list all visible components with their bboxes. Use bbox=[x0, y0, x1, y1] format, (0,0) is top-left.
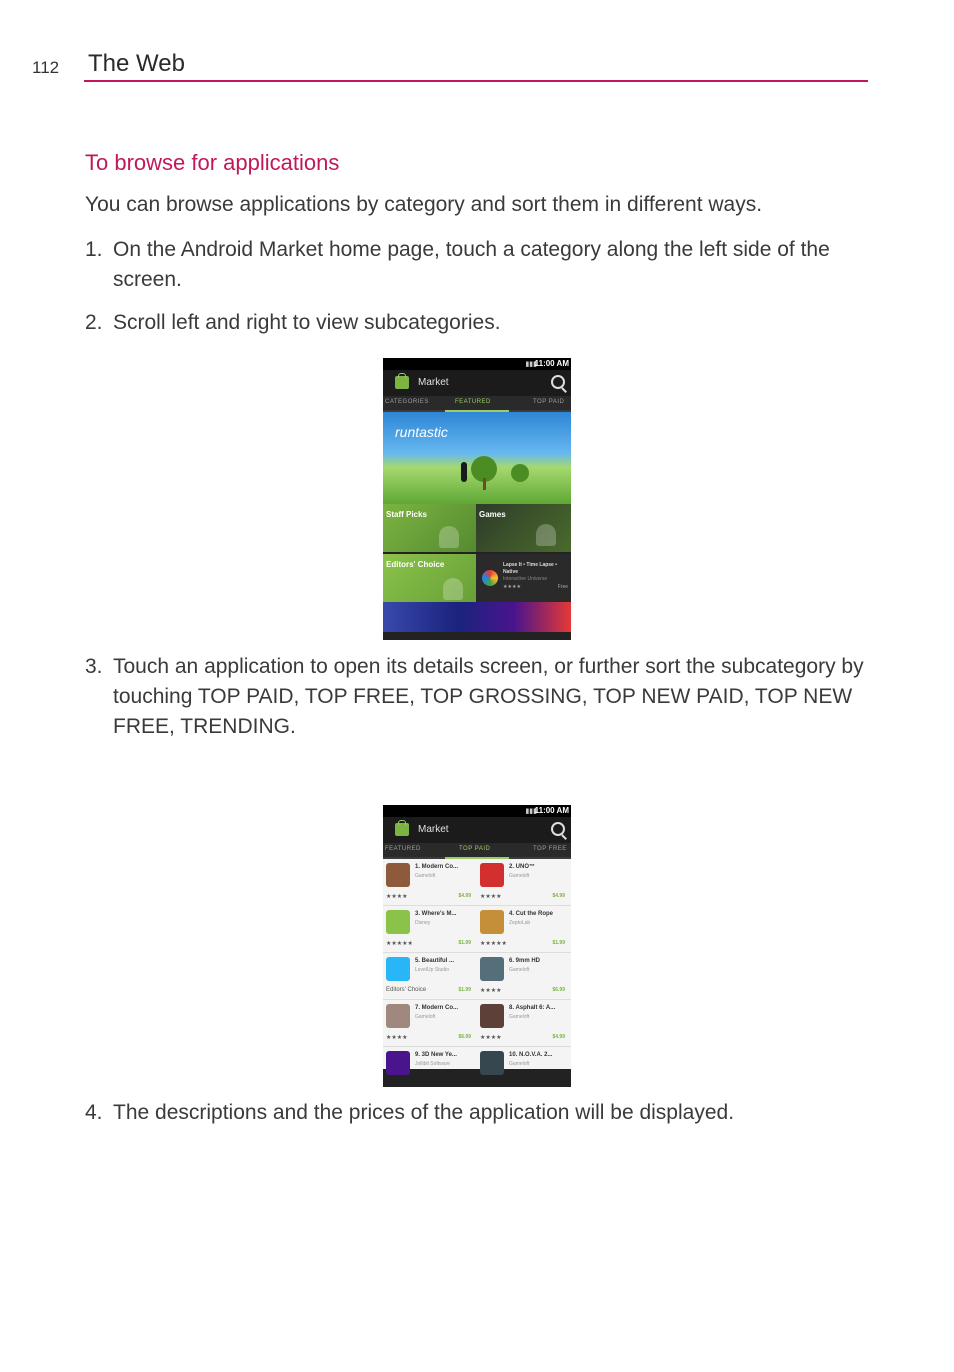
market-title: Market bbox=[418, 377, 449, 388]
app-price: $4.99 bbox=[458, 893, 471, 899]
app-list-item[interactable] bbox=[383, 1000, 477, 1047]
page-header bbox=[32, 50, 868, 84]
app-list-item[interactable] bbox=[477, 1000, 571, 1047]
market-tabs bbox=[383, 396, 571, 412]
tree-shape bbox=[511, 464, 529, 482]
app-name: 8. Asphalt 6: A... bbox=[509, 1005, 556, 1011]
tab-featured[interactable]: FEATURED bbox=[385, 846, 421, 852]
app-name: 1. Modern Co... bbox=[415, 864, 459, 870]
step-text: Scroll left and right to view subcategories. bbox=[113, 311, 501, 334]
signal-icon: ▮▮▮ bbox=[525, 361, 537, 368]
app-icon bbox=[480, 1051, 504, 1075]
section-title: To browse for applications bbox=[85, 150, 340, 175]
runner-figure bbox=[461, 462, 467, 482]
app-rating: ★★★★ bbox=[480, 988, 502, 994]
app-icon bbox=[480, 1004, 504, 1028]
market-featured-screenshot bbox=[383, 358, 571, 640]
app-rating: ★★★★ bbox=[386, 1035, 408, 1041]
app-name: 3. Where's M... bbox=[415, 911, 457, 917]
step-4 bbox=[85, 1098, 875, 1128]
promo-strip[interactable] bbox=[383, 602, 571, 632]
tile-label: Editors' Choice bbox=[386, 560, 445, 569]
status-time: 11:00 AM bbox=[534, 806, 569, 815]
app-price: $1.99 bbox=[552, 940, 565, 946]
step-text: On the Android Market home page, touch a category along the left side of the screen. bbox=[113, 238, 830, 291]
app-name: 5. Beautiful ... bbox=[415, 958, 455, 964]
market-tabs bbox=[383, 843, 571, 859]
app-developer: Jollibit Software bbox=[415, 1061, 451, 1067]
page-number: 112 bbox=[32, 58, 60, 77]
banner-logo: runtastic bbox=[395, 424, 448, 440]
app-list-item[interactable] bbox=[383, 1047, 477, 1087]
app-name: 4. Cut the Rope bbox=[509, 911, 554, 917]
app-developer: Disney bbox=[415, 920, 431, 926]
search-icon[interactable] bbox=[551, 375, 565, 389]
tree-trunk bbox=[483, 478, 486, 490]
lapse-it-dev: Interactive Universe bbox=[503, 576, 548, 582]
search-icon[interactable] bbox=[551, 822, 565, 836]
app-developer: Gameloft bbox=[509, 1014, 530, 1020]
market-app-bar bbox=[383, 370, 571, 396]
app-list-item[interactable] bbox=[383, 859, 477, 906]
step-text: Touch an application to open its details screen, or further sort the subcategory by touching TOP PAID, TOP FREE, TOP GROSSING, TOP NEW PAID, TOP NEW FREE, TRENDING. bbox=[113, 655, 864, 738]
app-price: $6.99 bbox=[552, 987, 565, 993]
intro-paragraph: You can browse applications by category and sort them in different ways. bbox=[85, 193, 763, 216]
app-icon bbox=[480, 863, 504, 887]
tile-label: Staff Picks bbox=[386, 510, 427, 519]
app-list-item[interactable] bbox=[477, 906, 571, 953]
tile-games[interactable] bbox=[476, 504, 571, 552]
app-rating: ★★★★★ bbox=[480, 941, 507, 947]
app-icon bbox=[386, 957, 410, 981]
category-tiles bbox=[383, 504, 571, 602]
app-price: $4.99 bbox=[552, 893, 565, 899]
app-list-item[interactable] bbox=[477, 859, 571, 906]
app-name: 6. 9mm HD bbox=[509, 958, 541, 964]
app-icon bbox=[386, 910, 410, 934]
app-developer: LevelUp Studio bbox=[415, 967, 449, 973]
step-number: 2. bbox=[85, 311, 103, 334]
tile-editors-choice[interactable] bbox=[383, 554, 476, 602]
app-icon bbox=[386, 863, 410, 887]
step-text: The descriptions and the prices of the application will be displayed. bbox=[113, 1101, 735, 1124]
chapter-title: The Web bbox=[88, 50, 185, 77]
app-icon bbox=[480, 957, 504, 981]
app-list-item[interactable] bbox=[383, 953, 477, 1000]
tab-top-paid[interactable]: TOP PAID bbox=[533, 399, 565, 405]
app-price: $1.99 bbox=[458, 940, 471, 946]
app-icon bbox=[386, 1004, 410, 1028]
app-name: 2. UNO™ bbox=[509, 864, 536, 870]
featured-banner[interactable] bbox=[383, 412, 571, 504]
market-top-paid-screenshot bbox=[383, 805, 571, 1087]
tile-lapse-it[interactable] bbox=[476, 554, 571, 602]
app-developer: Gameloft bbox=[415, 873, 436, 879]
lapse-it-title: Lapse It • Time Lapse • Native bbox=[503, 562, 557, 575]
app-developer: Gameloft bbox=[415, 1014, 436, 1020]
app-list bbox=[383, 859, 571, 1069]
app-rating: ★★★★ bbox=[480, 894, 502, 900]
app-name: 10. N.O.V.A. 2... bbox=[509, 1052, 553, 1058]
app-developer: Gameloft bbox=[509, 1061, 530, 1067]
step-2 bbox=[85, 308, 875, 338]
app-price: $6.99 bbox=[458, 1034, 471, 1040]
tile-staff-picks[interactable] bbox=[383, 504, 476, 552]
signal-icon: ▮▮▮ bbox=[525, 808, 537, 815]
app-list-item[interactable] bbox=[477, 953, 571, 1000]
app-rating: ★★★★ bbox=[480, 1035, 502, 1041]
status-bar bbox=[383, 358, 571, 370]
lapse-it-price: Free bbox=[557, 584, 568, 590]
tab-top-free[interactable]: TOP FREE bbox=[533, 846, 567, 852]
app-name: 7. Modern Co... bbox=[415, 1005, 459, 1011]
app-developer: ZeptoLab bbox=[509, 920, 531, 926]
app-icon bbox=[386, 1051, 410, 1075]
app-list-item[interactable] bbox=[383, 906, 477, 953]
app-price: $4.99 bbox=[552, 1034, 565, 1040]
app-rating: ★★★★★ bbox=[386, 941, 413, 947]
android-icon bbox=[443, 578, 463, 600]
status-time: 11:00 AM bbox=[534, 359, 569, 368]
tab-featured[interactable]: FEATURED bbox=[455, 399, 491, 405]
app-icon bbox=[480, 910, 504, 934]
market-title: Market bbox=[418, 824, 449, 835]
app-rating: Editors' Choice bbox=[386, 987, 427, 993]
tile-label: Games bbox=[479, 510, 506, 519]
app-price: $1.99 bbox=[458, 987, 471, 993]
market-bag-icon bbox=[395, 376, 409, 389]
lapse-it-rating: ★★★★ bbox=[503, 584, 521, 590]
android-icon bbox=[536, 524, 556, 546]
step-1 bbox=[85, 235, 875, 295]
market-app-bar bbox=[383, 817, 571, 843]
tab-categories[interactable]: CATEGORIES bbox=[385, 399, 429, 405]
step-3 bbox=[85, 652, 875, 742]
step-number: 3. bbox=[85, 655, 103, 678]
app-name: 9. 3D New Ye... bbox=[415, 1052, 457, 1058]
step-number: 1. bbox=[85, 238, 103, 261]
lapse-it-icon bbox=[482, 570, 498, 586]
app-list-item[interactable] bbox=[477, 1047, 571, 1087]
market-bag-icon bbox=[395, 823, 409, 836]
app-developer: Gameloft bbox=[509, 967, 530, 973]
header-rule bbox=[84, 80, 868, 82]
app-developer: Gameloft bbox=[509, 873, 530, 879]
android-icon bbox=[439, 526, 459, 548]
tab-top-paid[interactable]: TOP PAID bbox=[459, 846, 491, 852]
app-rating: ★★★★ bbox=[386, 894, 408, 900]
step-number: 4. bbox=[85, 1101, 103, 1124]
status-bar bbox=[383, 805, 571, 817]
